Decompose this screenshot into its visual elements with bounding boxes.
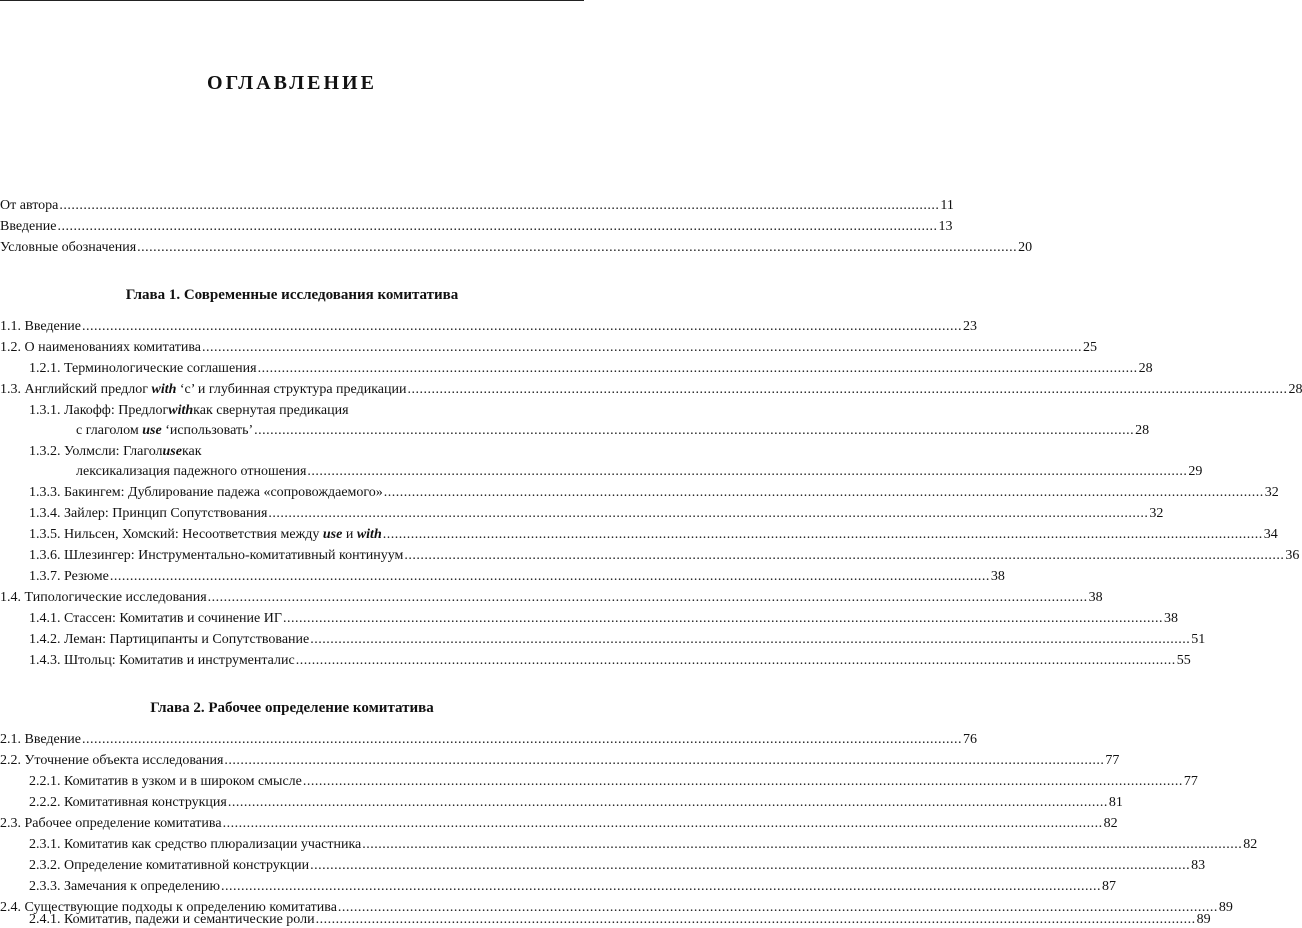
toc-page-number: 38: [1163, 611, 1178, 626]
toc-page-number: 38: [1088, 590, 1103, 605]
toc-entry-1-2-1[interactable]: [29, 357, 1153, 377]
toc-entry-text: 1.1. Введение: [0, 319, 81, 334]
toc-emphasis: use: [322, 527, 343, 542]
toc-entry-text: [29, 527, 382, 543]
toc-leader: ............................................................................................................................................................................................................................: [315, 912, 1196, 927]
toc-entry-text: 1.4.2. Леман: Партиципанты и Сопутствование: [29, 632, 310, 647]
toc-entry-text: 1.3.4. Зайлер: Принцип Сопутствования: [29, 506, 268, 521]
toc-leader: ............................................................................................................................................................................................................................: [295, 653, 1176, 668]
toc-leader: ............................................................................................................................................................................................................................: [224, 753, 1105, 768]
toc-emphasis: with: [151, 382, 177, 397]
toc-entry-2-2[interactable]: [0, 749, 1120, 769]
toc-leader: ............................................................................................................................................................................................................................: [207, 590, 1088, 605]
toc-page-number: 13: [938, 219, 953, 234]
toc-leader: ............................................................................................................................................................................................................................: [257, 361, 1138, 376]
toc-page-number: 82: [1103, 816, 1118, 831]
toc-leader: ............................................................................................................................................................................................................................: [337, 900, 1218, 915]
toc-entry-2-1[interactable]: [0, 728, 977, 748]
toc-entry-1-3-6[interactable]: [29, 544, 1300, 564]
toc-entry-text: 1.4.3. Штольц: Комитатив и инструменталис: [29, 653, 295, 668]
toc-leader: ............................................................................................................................................................................................................................: [254, 423, 1135, 438]
toc-text-part: 1.3. Английский предлог: [0, 382, 152, 397]
toc-entry-author[interactable]: [0, 194, 954, 214]
toc-entry-text: 2.1. Введение: [0, 732, 81, 747]
toc-entry-2-2-1[interactable]: [29, 770, 1198, 790]
toc-leader: ............................................................................................................................................................................................................................: [307, 464, 1188, 479]
toc-text-part: с глаголом: [76, 423, 143, 438]
toc-page-number: 23: [962, 319, 977, 334]
toc-entry-1-3-3[interactable]: [29, 481, 1279, 501]
toc-leader: ............................................................................................................................................................................................................................: [268, 506, 1149, 521]
toc-entry-text: 2.3. Рабочее определение комитатива: [0, 816, 222, 831]
toc-leader: ............................................................................................................................................................................................................................: [383, 485, 1264, 500]
top-rule: [0, 0, 584, 1]
toc-page-number: 28: [1135, 423, 1150, 438]
toc-page-number: 28: [1138, 361, 1153, 376]
toc-page-number: 11: [940, 198, 954, 213]
toc-entry-2-3-1[interactable]: [29, 833, 1258, 853]
toc-entry-text: 2.3.1. Комитатив как средство плюрализации участника: [29, 837, 362, 852]
toc-leader: ............................................................................................................................................................................................................................: [109, 569, 990, 584]
toc-leader: ............................................................................................................................................................................................................................: [382, 527, 1263, 542]
toc-page-number: 89: [1196, 912, 1211, 927]
toc-emphasis: use: [162, 444, 182, 459]
toc-page-number: 32: [1149, 506, 1164, 521]
page-title: ОГЛАВЛЕНИЕ: [207, 72, 377, 94]
toc-entry-text: 1.3.7. Резюме: [29, 569, 109, 584]
toc-entry-text: Условные обозначения: [0, 240, 137, 255]
toc-entry-conventions[interactable]: [0, 236, 1033, 256]
toc-text-part: ‘использовать’: [161, 423, 254, 438]
toc-text-part: как: [181, 444, 202, 459]
toc-page-number: 36: [1285, 548, 1300, 563]
toc-page-number: 77: [1183, 774, 1198, 789]
toc-entry-text: Введение: [0, 219, 57, 234]
toc-leader: ............................................................................................................................................................................................................................: [81, 319, 962, 334]
chapter-2-heading: Глава 2. Рабочее определение комитатива: [150, 700, 434, 716]
toc-entry-2-4-1[interactable]: [29, 908, 1211, 928]
toc-entry-1-3-2-line1[interactable]: [29, 440, 202, 460]
toc-emphasis: with: [356, 527, 382, 542]
toc-entry-text: 2.3.2. Определение комитативной конструкции: [29, 858, 310, 873]
toc-entry-1-3-1-line1[interactable]: [29, 399, 349, 419]
toc-leader: ............................................................................................................................................................................................................................: [310, 632, 1191, 647]
toc-leader: ............................................................................................................................................................................................................................: [220, 879, 1101, 894]
toc-page-number: 83: [1191, 858, 1206, 873]
toc-entry-text: 1.4. Типологические исследования: [0, 590, 207, 605]
toc-page-number: 20: [1018, 240, 1033, 255]
toc-entry-text: 1.3.6. Шлезингер: Инструментально-комитативный континуум: [29, 548, 404, 563]
toc-entry-text: [0, 382, 406, 398]
toc-entry-text: 2.4. Существующие подходы к определению комитатива: [0, 900, 337, 915]
toc-entry-2-2-2[interactable]: [29, 791, 1123, 811]
toc-leader: ............................................................................................................................................................................................................................: [59, 198, 940, 213]
toc-leader: ............................................................................................................................................................................................................................: [282, 611, 1163, 626]
toc-page-number: 89: [1218, 900, 1233, 915]
toc-entry-text: 2.3.3. Замечания к определению: [29, 879, 220, 894]
toc-leader: ............................................................................................................................................................................................................................: [137, 240, 1018, 255]
toc-entry-1-3-1-line2[interactable]: [76, 419, 1150, 439]
toc-entry-text: лексикализация падежного отношения: [76, 464, 307, 479]
toc-entry-2-3-2[interactable]: [29, 854, 1206, 874]
toc-page-number: 32: [1264, 485, 1279, 500]
toc-entry-1-2[interactable]: [0, 336, 1098, 356]
toc-entry-1-3-7[interactable]: [29, 565, 1005, 585]
toc-page-number: 77: [1105, 753, 1120, 768]
toc-entry-2-3[interactable]: [0, 812, 1118, 832]
toc-text-part: 1.3.2. Уолмсли: Глагол: [29, 444, 163, 459]
toc-text-part: как свернутая предикация: [193, 403, 349, 418]
toc-leader: ............................................................................................................................................................................................................................: [222, 816, 1103, 831]
toc-entry-1-3-4[interactable]: [29, 502, 1164, 522]
toc-entry-text: 1.2. О наименованиях комитатива: [0, 340, 202, 355]
toc-page-number: 55: [1176, 653, 1191, 668]
toc-leader: ............................................................................................................................................................................................................................: [407, 382, 1288, 397]
toc-entry-text: [76, 423, 253, 439]
toc-text-part: 1.3.1. Лакофф: Предлог: [29, 403, 169, 418]
toc-entry-2-3-3[interactable]: [29, 875, 1116, 895]
toc-page-number: 82: [1243, 837, 1258, 852]
toc-emphasis: with: [168, 403, 194, 418]
toc-entry-text: 1.2.1. Терминологические соглашения: [29, 361, 257, 376]
toc-text-part: и: [342, 527, 357, 542]
toc-entry-text: 2.2.1. Комитатив в узком и в широком смысле: [29, 774, 302, 789]
toc-entry-text: 2.2.2. Комитативная конструкция: [29, 795, 227, 810]
toc-text-part: 1.3.5. Нильсен, Хомский: Несоответствия между: [29, 527, 323, 542]
toc-page-number: 34: [1263, 527, 1278, 542]
toc-page-number: 25: [1083, 340, 1098, 355]
toc-page-number: 29: [1188, 464, 1203, 479]
toc-page-number: 28: [1288, 382, 1302, 397]
toc-page-number: 51: [1191, 632, 1206, 647]
toc-leader: ............................................................................................................................................................................................................................: [81, 732, 962, 747]
toc-entry-text: 2.4.1. Комитатив, падежи и семантические роли: [29, 912, 315, 927]
toc-entry-1-1[interactable]: [0, 315, 977, 335]
toc-entry-1-3[interactable]: [0, 378, 1302, 398]
toc-entry-1-4-2[interactable]: [29, 628, 1206, 648]
chapter-1-heading: Глава 1. Современные исследования комитатива: [125, 287, 459, 303]
toc-page-number: 81: [1108, 795, 1123, 810]
toc-leader: ............................................................................................................................................................................................................................: [310, 858, 1191, 873]
toc-text-part: ‘с’ и глубинная структура предикации: [176, 382, 407, 397]
toc-entry-1-4-3[interactable]: [29, 649, 1191, 669]
toc-entry-1-3-2-line2[interactable]: [76, 460, 1203, 480]
toc-entry-text: 1.3.3. Бакингем: Дублирование падежа «сопровождаемого»: [29, 485, 383, 500]
toc-emphasis: use: [142, 423, 162, 438]
toc-leader: ............................................................................................................................................................................................................................: [227, 795, 1108, 810]
toc-entry-1-4-1[interactable]: [29, 607, 1178, 627]
toc-leader: ............................................................................................................................................................................................................................: [57, 219, 938, 234]
toc-entry-intro[interactable]: [0, 215, 953, 235]
toc-entry-text: 1.4.1. Стассен: Комитатив и сочинение ИГ: [29, 611, 282, 626]
toc-entry-text: 2.2. Уточнение объекта исследования: [0, 753, 224, 768]
toc-entry-1-4[interactable]: [0, 586, 1103, 606]
toc-page-number: 87: [1101, 879, 1116, 894]
toc-leader: ............................................................................................................................................................................................................................: [404, 548, 1285, 563]
toc-leader: ............................................................................................................................................................................................................................: [302, 774, 1183, 789]
toc-page-number: 76: [962, 732, 977, 747]
toc-entry-1-3-5[interactable]: [29, 523, 1278, 543]
toc-page-number: 38: [990, 569, 1005, 584]
toc-entry-text: От автора: [0, 198, 59, 213]
toc-leader: ............................................................................................................................................................................................................................: [202, 340, 1083, 355]
toc-leader: ............................................................................................................................................................................................................................: [362, 837, 1243, 852]
